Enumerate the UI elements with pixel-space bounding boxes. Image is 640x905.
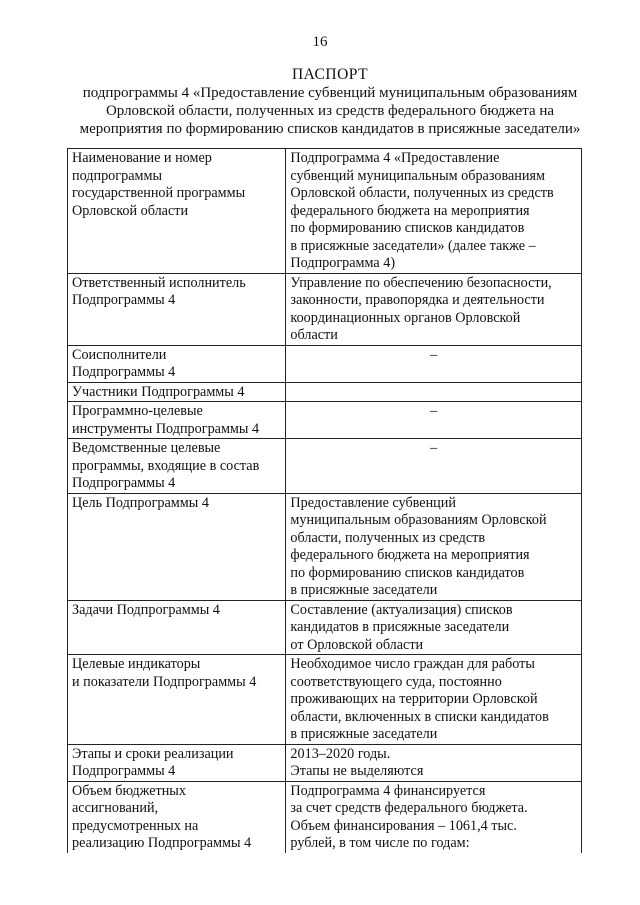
row-label: Объем бюджетных ассигнований, предусмотренных на реализацию Подпрограммы 4 — [68, 781, 286, 853]
document-title: ПАСПОРТ — [291, 66, 369, 83]
document-heading — [60, 66, 600, 138]
row-label: Этапы и сроки реализации Подпрограммы 4 — [68, 744, 286, 781]
row-label: Ведомственные целевые программы, входящие в состав Подпрограммы 4 — [68, 439, 286, 494]
row-value: – — [286, 345, 582, 382]
row-label: Задачи Подпрограммы 4 — [68, 600, 286, 655]
row-label: Соисполнители Подпрограммы 4 — [68, 345, 286, 382]
row-value: Предоставление субвенций муниципальным образованиям Орловской области, полученных из средств федерального бюджета на мероприятия по формированию списков кандидатов в присяжные заседатели — [286, 493, 582, 600]
passport-table — [67, 148, 582, 853]
row-label: Наименование и номер подпрограммы государственной программы Орловской области — [68, 149, 286, 274]
row-label: Целевые индикаторы и показатели Подпрограммы 4 — [68, 655, 286, 745]
table-row — [68, 273, 582, 345]
table-row — [68, 655, 582, 745]
table-row — [68, 402, 582, 439]
page-number: 16 — [312, 34, 328, 50]
row-value: – — [286, 402, 582, 439]
table-row — [68, 744, 582, 781]
row-value: – — [286, 439, 582, 494]
table-row — [68, 600, 582, 655]
row-value: 2013–2020 годы. Этапы не выделяются — [286, 744, 582, 781]
row-label: Программно-целевые инструменты Подпрограммы 4 — [68, 402, 286, 439]
table-row — [68, 781, 582, 853]
table-row — [68, 493, 582, 600]
row-value — [286, 382, 582, 402]
row-value: Управление по обеспечению безопасности, законности, правопорядка и деятельности координационных органов Орловской области — [286, 273, 582, 345]
table-row — [68, 439, 582, 494]
row-value: Подпрограмма 4 финансируется за счет средств федерального бюджета. Объем финансирования – 1061,4 тыс. рублей, в том числе по годам: — [286, 781, 582, 853]
table-row — [68, 149, 582, 274]
document-subtitle: подпрограммы 4 «Предоставление субвенций муниципальным образованиям Орловской области, полученных из средств федерального бюджета на мероприятия по формированию списков кандидатов в присяжные заседатели» — [79, 85, 581, 137]
row-label: Участники Подпрограммы 4 — [68, 382, 286, 402]
row-value: Необходимое число граждан для работы соответствующего суда, постоянно проживающих на территории Орловской области, включенных в списки кандидатов в присяжные заседатели — [286, 655, 582, 745]
row-label: Ответственный исполнитель Подпрограммы 4 — [68, 273, 286, 345]
row-value: Подпрограмма 4 «Предоставление субвенций муниципальным образованиям Орловской области, полученных из средств федерального бюджета на мероприятия по формированию списков кандидатов в присяжные заседатели» (далее также – Подпрограмма 4) — [286, 149, 582, 274]
table-row — [68, 345, 582, 382]
row-value: Составление (актуализация) списков кандидатов в присяжные заседатели от Орловской области — [286, 600, 582, 655]
row-label: Цель Подпрограммы 4 — [68, 493, 286, 600]
table-row — [68, 382, 582, 402]
